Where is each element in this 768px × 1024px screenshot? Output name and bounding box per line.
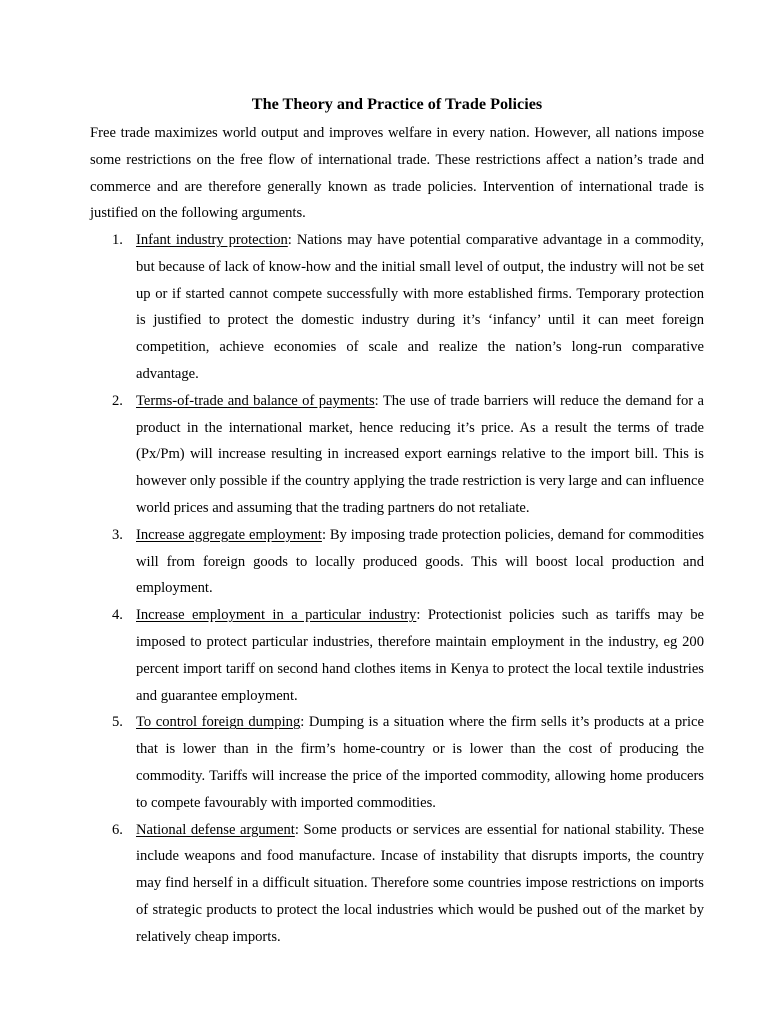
list-item-aggregate-employment xyxy=(90,522,704,602)
list-item-number: 1. xyxy=(112,232,123,248)
list-item-foreign-dumping xyxy=(90,709,704,816)
list-item-infant-industry xyxy=(90,227,704,388)
list-item-number: 6. xyxy=(112,821,123,838)
argument-term: Infant industry protection xyxy=(136,232,288,248)
list-item-national-defense xyxy=(90,817,704,951)
list-item-number: 3. xyxy=(112,526,123,543)
argument-term: National defense argument xyxy=(136,821,295,838)
list-item-terms-of-trade xyxy=(90,388,704,522)
intro-paragraph: Free trade maximizes world output and improves welfare in every nation. However, all nations impose some restrictions on the free flow of international trade. These restrictions affect a nation’s trade and commerce and are therefore generally known as trade policies. Intervention of international trade is justified on the following arguments. xyxy=(90,125,704,222)
document-title: The Theory and Practice of Trade Policies xyxy=(251,95,543,113)
argument-text: : Nations may have potential comparative advantage in a commodity, but because of lack of know-how and the initial small level of output, the industry will not be set up or if started cannot compete successfully with more established firms. Temporary protection is justified to protect the domestic industry during it’s ‘infancy’ until it can meet foreign competition, achieve economies of scale and realize the nation’s long-run comparative advantage. xyxy=(136,232,704,382)
argument-text: : By imposing trade protection policies, demand for commodities will from foreign goods to locally produced goods. This will boost local production and employment. xyxy=(136,526,705,597)
argument-term: Increase employment in a particular industry xyxy=(136,607,417,624)
list-item-number: 4. xyxy=(112,607,123,624)
list-item-number: 2. xyxy=(112,392,123,409)
argument-text: : Protectionist policies such as tariffs may be imposed to protect particular industries, therefore maintain employment in the industry, eg 200 percent import tariff on second hand clothes items in Kenya to protect the local textile industries and guarantee employment. xyxy=(136,607,704,704)
argument-text: : The use of trade barriers will reduce the demand for a product in the international market, hence reducing it’s price. As a result the terms of trade (Px/Pm) will increase resulting in increased export earnings relative to the import bill. This is however only possible if the country applying the trade restriction is very large and can influence world prices and assuming that the trading partners do not retaliate. xyxy=(136,392,704,516)
argument-text: : Dumping is a situation where the firm sells it’s products at a price that is lower than in the firm’s home-country or is lower than the cost of producing the commodity. Tariffs will increase the price of the imported commodity, allowing home producers to compete favourably with imported commodities. xyxy=(136,714,705,811)
argument-term: Terms-of-trade and balance of payments xyxy=(136,392,375,409)
argument-text: : Some products or services are essential for national stability. These include weapons and food manufacture. Incase of instability that disrupts imports, the country may find herself in a difficult situation. Therefore some countries impose restrictions on imports of strategic products to protect the local industries which would be pushed out of the market by relatively cheap imports. xyxy=(136,821,704,945)
list-item-industry-employment xyxy=(90,602,704,709)
arguments-list xyxy=(90,227,704,951)
list-item-number: 5. xyxy=(112,714,123,731)
argument-term: To control foreign dumping xyxy=(136,714,301,731)
argument-term: Increase aggregate employment xyxy=(136,526,322,543)
